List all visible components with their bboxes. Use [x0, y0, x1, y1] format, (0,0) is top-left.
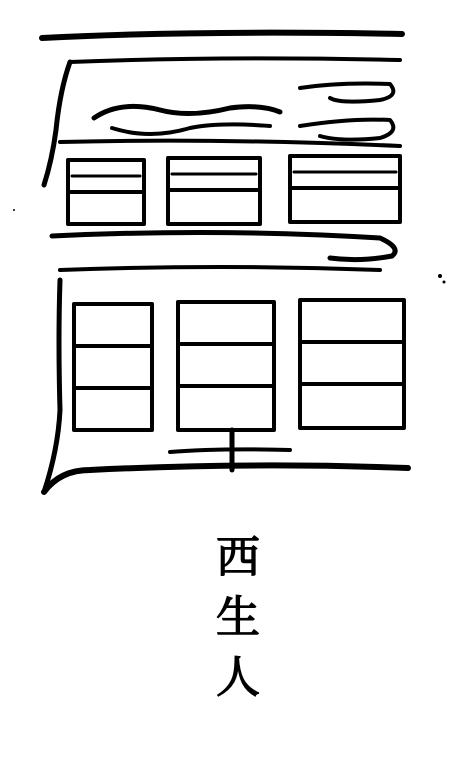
seal-caption — [208, 528, 268, 708]
upper-box-left — [68, 160, 144, 224]
right-curl-bottom — [300, 120, 393, 140]
ink-speck — [13, 209, 15, 211]
caption-char-3: 人 — [216, 652, 260, 703]
left-descender — [44, 280, 60, 492]
ink-speck — [438, 274, 442, 278]
lower-box-right — [300, 300, 404, 428]
upper-box-right — [290, 156, 400, 222]
caption-char-1: 西 — [216, 532, 260, 583]
lower-box-middle — [178, 302, 274, 430]
right-curl-top — [300, 84, 393, 102]
caption-char-2: 生 — [216, 592, 260, 643]
long-bar-2 — [60, 267, 380, 270]
top-bar-stroke — [42, 33, 402, 38]
roof-second-bar — [70, 58, 400, 62]
cloud-wave-stroke — [94, 106, 280, 118]
ink-speck — [443, 281, 446, 284]
upper-box-middle — [168, 158, 260, 224]
lower-box-left — [74, 304, 152, 430]
cloud-wave-stroke-2 — [112, 124, 270, 134]
bottom-sweep — [44, 465, 408, 492]
long-curved-bar — [52, 232, 395, 259]
